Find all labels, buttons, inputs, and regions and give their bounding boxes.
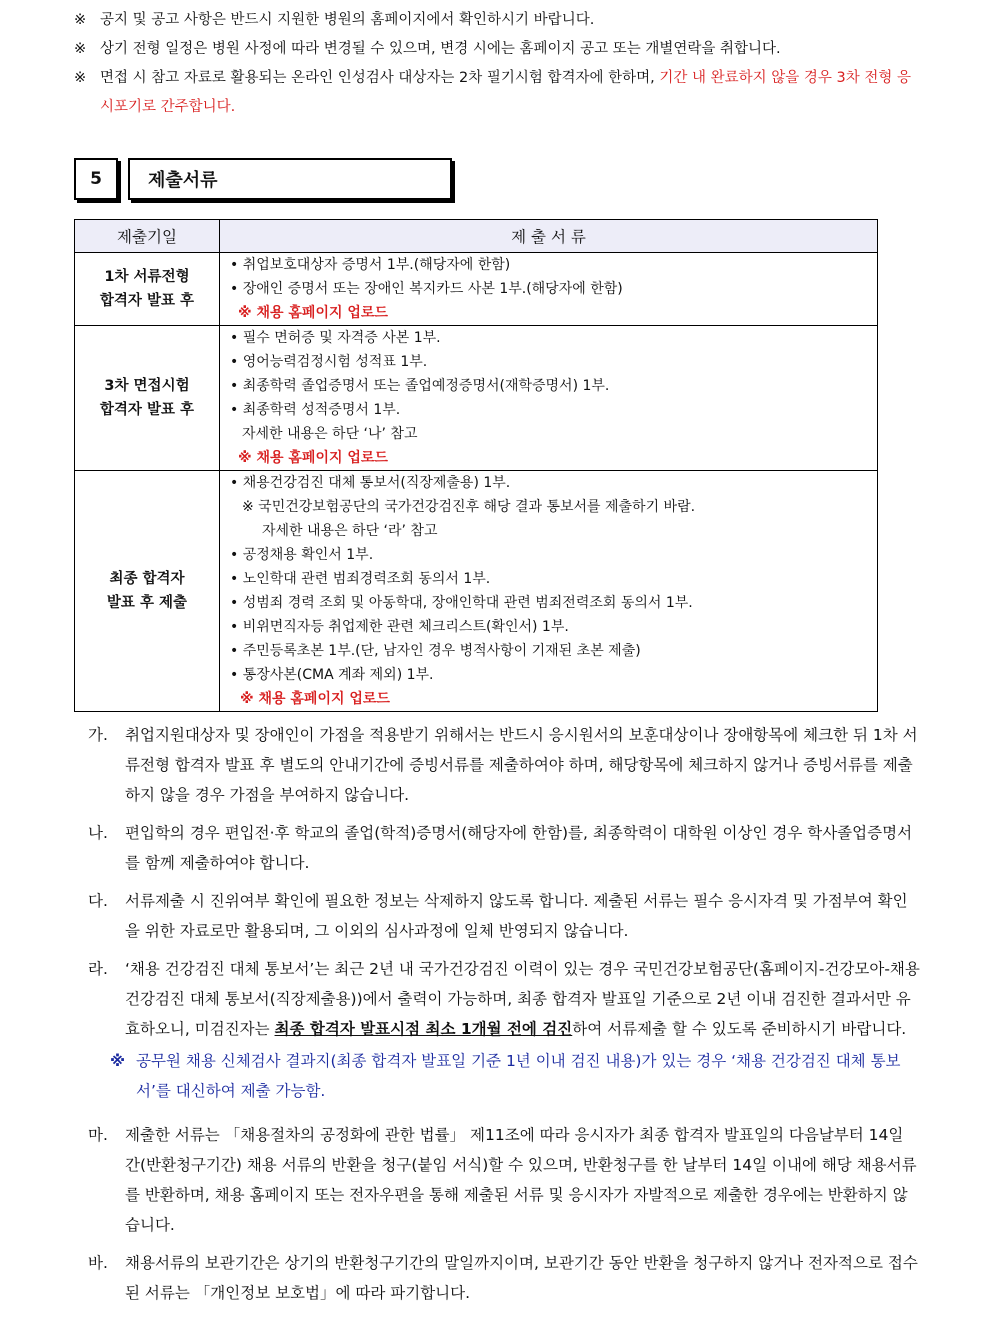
label-line: 합격자 발표 후 [99,293,195,309]
label-line: 최종 합격자 [109,571,185,587]
note-mark: ※ [74,41,87,57]
row-label [75,326,220,471]
label-line: 3차 면접시험 [104,378,190,394]
note-mark: ※ [74,70,87,86]
upload-note: ※ 채용 홈페이지 업로드 [240,691,390,707]
doc-sub-note: ※ 국민건강보험공단의 국가건강검진후 해당 결과 통보서를 제출하기 바람. [242,499,696,515]
row-items [220,253,878,326]
header-deadline: 제출기일 [75,220,220,253]
note-2 [74,35,922,64]
doc-item: • 비위면직자등 취업제한 관련 체크리스트(확인서) 1부. [230,619,569,635]
doc-item: • 최종학력 성적증명서 1부. [230,402,401,418]
para-text: 서류제출 시 진위여부 확인에 필요한 정보는 삭제하지 않도록 합니다. 제출된 서류는 필수 응시자격 및 가점부여 확인을 위한 자료로만 활용되며, 그 이외의 심사과정에 일체 반영되지 않습니다. [125,892,908,940]
upload-note: ※ 채용 홈페이지 업로드 [238,450,388,466]
doc-item: • 필수 면허증 및 자격증 사본 1부. [230,330,441,346]
para-ga [88,720,922,810]
table-row [75,253,878,326]
doc-item: • 채용건강검진 대체 통보서(직장제출용) 1부. [230,475,511,491]
doc-item: • 주민등록초본 1부.(단, 남자인 경우 병적사항이 기재된 초본 제출) [230,643,641,659]
label-line: 합격자 발표 후 [99,402,195,418]
doc-item: • 최종학력 졸업증명서 또는 졸업예정증명서(재학증명서) 1부. [230,378,610,394]
para-mark: 가. [88,726,108,744]
para-na [88,818,922,878]
upload-note: ※ 채용 홈페이지 업로드 [238,305,388,321]
section-number: 5 [74,158,118,200]
doc-item: • 영어능력검정시험 성적표 1부. [230,354,428,370]
note-mark: ※ [110,1052,126,1070]
note-3 [74,64,922,122]
row-label [75,471,220,712]
row-items [220,471,878,712]
note-text: 공무원 채용 신체검사 결과지(최종 합격자 발표일 기준 1년 이내 검진 내용)가 있는 경우 ‘채용 건강검진 대체 통보서’를 대신하여 제출 가능함. [136,1052,901,1100]
para-mark: 라. [88,960,108,978]
para-mark: 다. [88,892,108,910]
table-row [75,326,878,471]
doc-item: • 통장사본(CMA 계좌 제외) 1부. [230,667,434,683]
notes-paragraphs [88,720,922,1316]
doc-item: • 공정채용 확인서 1부. [230,547,374,563]
doc-item: • 장애인 증명서 또는 장애인 복지카드 사본 1부.(해당자에 한함) [230,281,623,297]
table-header-row [75,220,878,253]
doc-item: • 노인학대 관련 범죄경력조회 동의서 1부. [230,571,491,587]
note-text: 면접 시 참고 자료로 활용되는 온라인 인성검사 대상자는 2차 필기시험 합격자에 한하며, [100,70,660,86]
para-ba [88,1248,922,1308]
label-line: 1차 서류전형 [104,269,190,285]
label-line: 발표 후 제출 [106,595,188,611]
header-documents: 제 출 서 류 [220,220,878,253]
para-text: ‘채용 건강검진 대체 통보서’는 최근 2년 내 국가건강검진 이력이 있는 경우 국민건강보험공단(홈페이지-건강모아-채용 건강검진 대체 통보서(직장제출용))에서 출력이 가능하며, 최종 합격자 발표일 기준으로 2년 이내 검진한 결과서만 유효하오니, 미검진자는 [125,960,920,1038]
para-text: 편입학의 경우 편입전·후 학교의 졸업(학적)증명서(해당자에 한함)를, 최종학력이 대학원 이상인 경우 학사졸업증명서를 함께 제출하여야 합니다. [125,824,913,872]
para-mark: 나. [88,824,108,842]
top-notes [74,6,922,122]
doc-sub-note: 자세한 내용은 하단 ‘라’ 참고 [262,523,438,539]
para-text: 취업지원대상자 및 장애인이 가점을 적용받기 위해서는 반드시 응시원서의 보훈대상이나 장애항목에 체크한 뒤 1차 서류전형 합격자 발표 후 별도의 안내기간에 증빙서류를 제출하여야 하며, 해당항목에 체크하지 않거나 증빙서류를 제출하지 않을 경우 가점을 부여하지 않습니다. [125,726,918,804]
para-ra [88,954,922,1044]
note-text: 공지 및 공고 사항은 반드시 지원한 병원의 홈페이지에서 확인하시기 바랍니다. [100,12,595,28]
para-ma [88,1120,922,1240]
submission-table [74,219,878,712]
para-mark: 마. [88,1126,108,1144]
doc-item: • 성범죄 경력 조회 및 아동학대, 장애인학대 관련 범죄전력조회 동의서 1부. [230,595,693,611]
note-text: 상기 전형 일정은 병원 사정에 따라 변경될 수 있으며, 변경 시에는 홈페이지 공고 또는 개별연락을 취합니다. [100,41,781,57]
row-label [75,253,220,326]
para-ra-note [88,1046,922,1106]
para-emphasis: 최종 합격자 발표시점 최소 1개월 전에 검진 [274,1020,573,1038]
para-text: 제출한 서류는 「채용절차의 공정화에 관한 법률」 제11조에 따라 응시자가 최종 합격자 발표일의 다음날부터 14일 간(반환청구기간) 채용 서류의 반환을 청구(붙임 서식)할 수 있으며, 반환청구를 한 날부터 14일 이내에 해당 채용서류를 반환하며, 채용 홈페이지 또는 전자우편을 통해 제출된 서류 및 응시자가 자발적으로 제출한 경우에는 반환하지 않습니다. [125,1126,917,1234]
para-da [88,886,922,946]
doc-item: • 취업보호대상자 증명서 1부.(해당자에 한함) [230,257,511,273]
para-mark: 바. [88,1254,108,1272]
note-red-text: 기간 내 완료하지 않을 경우 3차 전형 응시포기로 간주합니다. [100,70,911,115]
para-text: 하여 서류제출 할 수 있도록 준비하시기 바랍니다. [572,1020,907,1038]
doc-sub-note: 자세한 내용은 하단 ‘나’ 참고 [242,426,418,442]
note-1 [74,6,922,35]
section-title: 제출서류 [128,158,452,200]
row-items [220,326,878,471]
note-mark: ※ [74,12,87,28]
table-row [75,471,878,712]
para-text: 채용서류의 보관기간은 상기의 반환청구기간의 말일까지이며, 보관기간 동안 반환을 청구하지 않거나 전자적으로 접수된 서류는 「개인정보 보호법」에 따라 파기합니다. [125,1254,918,1302]
